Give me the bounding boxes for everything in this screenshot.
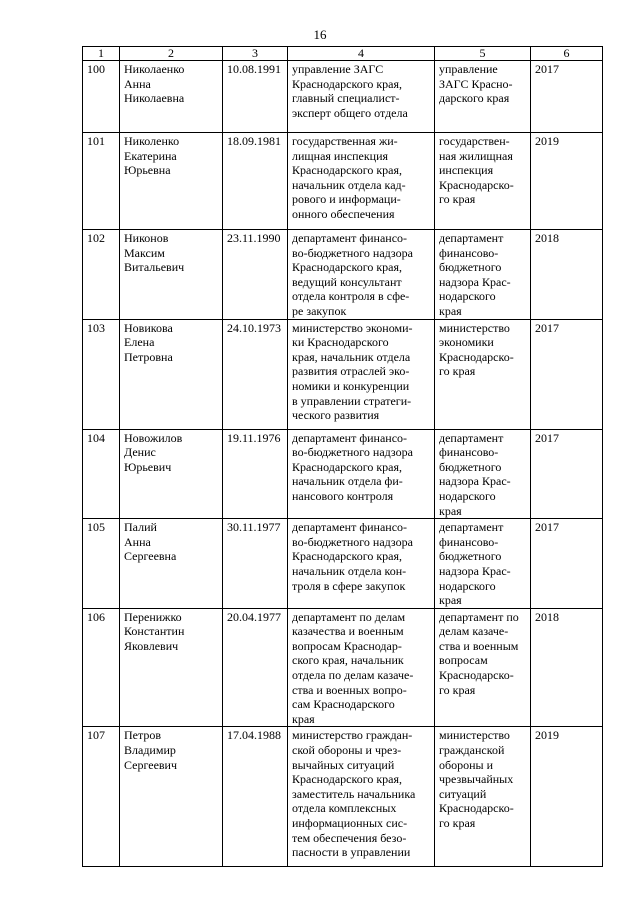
organization-text-line: ная жилищная — [439, 148, 513, 163]
person-name-line: Юрьевна — [124, 163, 171, 178]
organization-text-line: надзора Крас- — [439, 563, 511, 578]
position-text-line: ства и военных вопро- — [292, 682, 407, 697]
organization-text-line: Краснодарско- — [439, 668, 514, 683]
person-name-cell — [120, 133, 223, 230]
position-text-line: Краснодарского края, — [292, 772, 403, 787]
position-text-line: рового и информаци- — [292, 192, 401, 207]
person-name-line: Анна — [124, 76, 151, 91]
position-text-line: сам Краснодарского — [292, 697, 395, 712]
organization-text-cell — [435, 319, 531, 429]
position-text-line: эксперт общего отдела — [292, 105, 408, 120]
person-name-line: Палий — [124, 520, 157, 535]
table-row — [83, 519, 603, 609]
organization-text-line: Краснодарско- — [439, 801, 514, 816]
person-name-line: Сергеевич — [124, 757, 178, 772]
organization-text-line: го края — [439, 364, 476, 379]
inclusion-year-cell: 2018 — [531, 608, 603, 727]
position-text-line: тем обеспечения безо- — [292, 830, 407, 845]
position-text-line: Краснодарского края, — [292, 163, 403, 178]
position-text-line: вопросам Краснодар- — [292, 638, 402, 653]
table-row — [83, 608, 603, 727]
birth-date-cell: 10.08.1991 — [223, 61, 288, 133]
organization-text-cell — [435, 727, 531, 867]
organization-text-line: обороны и — [439, 757, 494, 772]
position-text-cell — [288, 727, 435, 867]
person-name-line: Владимир — [124, 743, 176, 758]
position-text-line: ре закупок — [292, 303, 347, 318]
position-text-cell — [288, 133, 435, 230]
person-name-line: Юрьевич — [124, 459, 172, 474]
organization-text-line: ситуаций — [439, 786, 487, 801]
position-text-line: ского края, начальник — [292, 653, 404, 668]
position-text-line: департамент финансо- — [292, 231, 408, 245]
table-row — [83, 727, 603, 867]
position-text-cell — [288, 230, 435, 320]
position-text-line: отдела по делам казаче- — [292, 668, 414, 683]
position-text-line: казачества и военным — [292, 624, 404, 639]
row-number-cell: 102 — [83, 230, 120, 320]
organization-text-line: бюджетного — [439, 459, 502, 474]
person-name-line: Елена — [124, 335, 155, 350]
position-text-line: лищная инспекция — [292, 148, 389, 163]
position-text-cell — [288, 319, 435, 429]
organization-text-line: департамент — [439, 231, 504, 245]
birth-date-cell: 23.11.1990 — [223, 230, 288, 320]
row-number-cell: 106 — [83, 608, 120, 727]
position-text-line: развития отраслей эко- — [292, 364, 410, 379]
inclusion-year-cell: 2019 — [531, 133, 603, 230]
organization-text-line: ЗАГС Красно- — [439, 76, 513, 91]
organization-text-line: бюджетного — [439, 260, 502, 275]
registry-table — [82, 46, 603, 867]
organization-text-line: делам казаче- — [439, 624, 509, 639]
inclusion-year-cell: 2019 — [531, 727, 603, 867]
person-name-line: Петров — [124, 728, 162, 743]
person-name-line: Никонов — [124, 231, 169, 245]
organization-text-line: края — [439, 593, 462, 608]
organization-text-line: нодарского — [439, 289, 496, 304]
position-text-line: начальник отдела кон- — [292, 563, 407, 578]
person-name-line: Денис — [124, 445, 156, 460]
position-text-line: Краснодарского края, — [292, 260, 403, 275]
position-text-line: Краснодарского края, — [292, 76, 403, 91]
header-col-2: 2 — [120, 47, 223, 61]
person-name-line: Николаевна — [124, 91, 185, 106]
organization-text-line: дарского края — [439, 91, 510, 106]
table-row — [83, 319, 603, 429]
organization-text-cell — [435, 230, 531, 320]
organization-text-line: го края — [439, 192, 476, 207]
person-name-cell — [120, 61, 223, 133]
organization-text-line: края — [439, 303, 462, 318]
organization-text-line: финансово- — [439, 445, 499, 460]
organization-text-line: департамент — [439, 520, 504, 535]
position-text-line: государственная жи- — [292, 134, 398, 148]
position-text-line: во-бюджетного надзора — [292, 245, 413, 260]
registry-body — [83, 61, 603, 867]
position-text-line: департамент финансо- — [292, 430, 408, 445]
person-name-line: Николаенко — [124, 62, 185, 76]
organization-text-line: ства и военным — [439, 638, 519, 653]
person-name-line: Новикова — [124, 320, 173, 335]
position-text-line: Краснодарского края, — [292, 549, 403, 564]
position-text-line: министерство экономи- — [292, 320, 413, 335]
position-text-line: Краснодарского края, — [292, 459, 403, 474]
organization-text-line: министерство — [439, 320, 510, 335]
row-number-cell: 103 — [83, 319, 120, 429]
position-text-line: управление ЗАГС — [292, 62, 384, 76]
inclusion-year-cell: 2017 — [531, 429, 603, 519]
organization-text-line: финансово- — [439, 534, 499, 549]
position-text-line: во-бюджетного надзора — [292, 534, 413, 549]
person-name-cell — [120, 319, 223, 429]
position-text-line: номики и конкуренции — [292, 378, 410, 393]
person-name-line: Яковлевич — [124, 638, 179, 653]
organization-text-cell — [435, 429, 531, 519]
organization-text-line: финансово- — [439, 245, 499, 260]
person-name-cell — [120, 727, 223, 867]
organization-text-line: бюджетного — [439, 549, 502, 564]
organization-text-line: нодарского — [439, 488, 496, 503]
organization-text-line: края — [439, 503, 462, 518]
header-col-6: 6 — [531, 47, 603, 61]
organization-text-line: департамент по — [439, 609, 519, 624]
page-number: 16 — [313, 27, 327, 42]
row-number-cell: 100 — [83, 61, 120, 133]
inclusion-year-cell: 2017 — [531, 61, 603, 133]
birth-date-cell: 24.10.1973 — [223, 319, 288, 429]
organization-text-line: министерство — [439, 728, 510, 743]
position-text-line: вычайных ситуаций — [292, 757, 395, 772]
position-text-line: ской обороны и чрез- — [292, 743, 402, 758]
position-text-line: главный специалист- — [292, 91, 400, 106]
organization-text-line: государствен- — [439, 134, 510, 148]
organization-text-line: Краснодарско- — [439, 349, 514, 364]
person-name-cell — [120, 519, 223, 609]
position-text-line: пасности в управлении — [292, 845, 411, 860]
position-text-line: в управлении стратеги- — [292, 393, 412, 408]
position-text-line: заместитель начальника — [292, 786, 416, 801]
table-row — [83, 61, 603, 133]
organization-text-cell — [435, 519, 531, 609]
position-text-cell — [288, 608, 435, 727]
position-text-line: во-бюджетного надзора — [292, 445, 413, 460]
organization-text-line: надзора Крас- — [439, 474, 511, 489]
position-text-line: департамент финансо- — [292, 520, 408, 535]
row-number-cell: 107 — [83, 727, 120, 867]
person-name-line: Николенко — [124, 134, 180, 148]
position-text-line: информационных сис- — [292, 816, 408, 830]
person-name-line: Максим — [124, 245, 165, 260]
position-text-cell — [288, 429, 435, 519]
person-name-line: Сергеевна — [124, 549, 177, 564]
table-row — [83, 133, 603, 230]
organization-text-line: го края — [439, 816, 476, 830]
position-text-line: министерство граждан- — [292, 728, 413, 743]
position-text-line: ведущий консультант — [292, 274, 402, 289]
person-name-line: Перенижко — [124, 609, 182, 624]
birth-date-cell: 18.09.1981 — [223, 133, 288, 230]
position-text-line: края, начальник отдела — [292, 349, 411, 364]
organization-text-line: экономики — [439, 335, 494, 350]
organization-text-line: чрезвычайных — [439, 772, 514, 787]
birth-date-cell: 30.11.1977 — [223, 519, 288, 609]
header-col-3: 3 — [223, 47, 288, 61]
organization-text-line: надзора Крас- — [439, 274, 511, 289]
row-number-cell: 105 — [83, 519, 120, 609]
organization-text-line: го края — [439, 682, 476, 697]
organization-text-line: нодарского — [439, 578, 496, 593]
person-name-line: Петровна — [124, 349, 173, 364]
organization-text-line: Краснодарско- — [439, 177, 514, 192]
position-text-line: департамент по делам — [292, 609, 406, 624]
position-text-line: отдела контроля в сфе- — [292, 289, 410, 304]
position-text-line: нансового контроля — [292, 488, 394, 503]
person-name-line: Екатерина — [124, 148, 177, 163]
position-text-line: троля в сфере закупок — [292, 578, 406, 593]
position-text-cell — [288, 61, 435, 133]
person-name-line: Новожилов — [124, 430, 183, 445]
birth-date-cell: 19.11.1976 — [223, 429, 288, 519]
organization-text-cell — [435, 608, 531, 727]
row-number-cell: 101 — [83, 133, 120, 230]
position-text-line: онного обеспечения — [292, 206, 395, 221]
table-row — [83, 429, 603, 519]
person-name-line: Анна — [124, 534, 151, 549]
inclusion-year-cell: 2017 — [531, 319, 603, 429]
person-name-cell — [120, 230, 223, 320]
organization-text-line: департамент — [439, 430, 504, 445]
position-text-cell — [288, 519, 435, 609]
header-row — [83, 47, 603, 61]
position-text-line: начальник отдела кад- — [292, 177, 406, 192]
organization-text-cell — [435, 133, 531, 230]
birth-date-cell: 17.04.1988 — [223, 727, 288, 867]
person-name-line: Витальевич — [124, 260, 185, 275]
inclusion-year-cell: 2017 — [531, 519, 603, 609]
inclusion-year-cell: 2018 — [531, 230, 603, 320]
organization-text-cell — [435, 61, 531, 133]
person-name-cell — [120, 608, 223, 727]
header-col-1: 1 — [83, 47, 120, 61]
position-text-line: ческого развития — [292, 408, 380, 423]
position-text-line: края — [292, 711, 315, 726]
person-name-cell — [120, 429, 223, 519]
table-row — [83, 230, 603, 320]
position-text-line: начальник отдела фи- — [292, 474, 403, 489]
position-text-line: ки Краснодарского — [292, 335, 389, 350]
organization-text-line: вопросам — [439, 653, 488, 668]
organization-text-line: инспекция — [439, 163, 494, 178]
birth-date-cell: 20.04.1977 — [223, 608, 288, 727]
organization-text-line: гражданской — [439, 743, 505, 758]
person-name-line: Константин — [124, 624, 185, 639]
position-text-line: отдела комплексных — [292, 801, 397, 816]
header-col-5: 5 — [435, 47, 531, 61]
organization-text-line: управление — [439, 62, 498, 76]
header-col-4: 4 — [288, 47, 435, 61]
row-number-cell: 104 — [83, 429, 120, 519]
